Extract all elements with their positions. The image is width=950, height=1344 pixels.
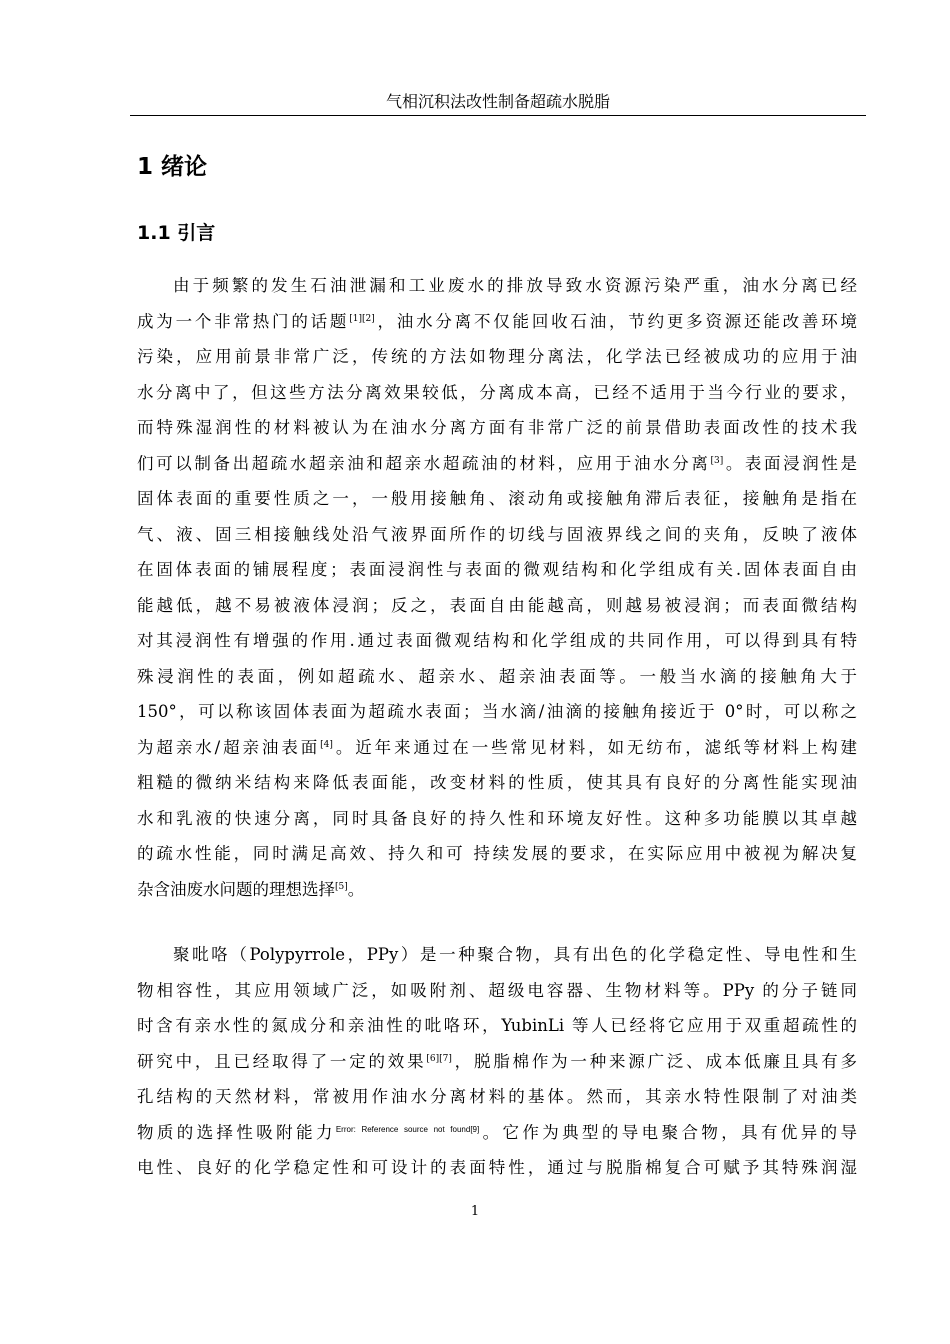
text-line — [137, 694, 857, 730]
text-segment: 。它作为典型的导电聚合物，具有优异的导 — [479, 1122, 858, 1142]
text-segment: 。表面浸润性是 — [723, 453, 858, 473]
text-segment: ，油水分离不仅能回收石油，节约更多资源还能改善环境 — [374, 311, 858, 331]
text-line — [137, 765, 857, 801]
text-line — [137, 836, 857, 872]
text-segment: 。近年来通过在一些常见材料，如无纺布，滤纸等材料上构建 — [332, 737, 858, 757]
page-number: 1 — [470, 1204, 480, 1219]
text-segment: 物相容性，其应用领域广泛，如吸附剂、超级电容器、生物材料等。PPy 的分子链同 — [137, 980, 857, 1000]
text-segment: 水和乳液的快速分离，同时具备良好的持久性和环境友好性。这种多功能膜以其卓越 — [137, 808, 857, 828]
text-line — [137, 339, 857, 375]
text-segment: 固体表面的重要性质之一，一般用接触角、滚动角或接触角滞后表征，接触角是指在 — [137, 489, 857, 508]
text-line — [137, 973, 857, 1009]
text-line — [137, 268, 857, 304]
citation-superscript: [4] — [320, 739, 333, 750]
text-segment: 物质的选择性吸附能力 — [137, 1122, 336, 1142]
text-segment: 孔结构的天然材料，常被用作油水分离材料的基体。然而，其亲水特性限制了对油类 — [137, 1087, 857, 1106]
text-segment: 对其浸润性有增强的作用.通过表面微观结构和化学组成的共同作用，可以得到具有特 — [137, 631, 857, 650]
text-segment: 水分离中了，但这些方法分离效果较低，分离成本高，已经不适用于当今行业的要求， — [137, 382, 857, 402]
text-line — [137, 588, 857, 624]
text-line — [137, 481, 857, 517]
text-line — [137, 937, 857, 973]
citation-superscript: [3] — [710, 455, 724, 466]
text-line — [137, 1044, 857, 1080]
text-line — [137, 375, 857, 411]
text-segment: 的疏水性能，同时满足高效、持久和可 持续发展的要求，在实际应用中被视为解决复 — [137, 844, 857, 863]
text-line — [137, 446, 857, 482]
text-segment: 粗糙的微纳米结构来降低表面能，改变材料的性质，使其具有良好的分离性能实现油 — [137, 773, 857, 792]
text-segment: 气、液、固三相接触线处沿气液界面所作的切线与固液界线之间的夹角，反映了液体 — [137, 524, 857, 544]
text-line — [137, 623, 857, 659]
text-segment: 。 — [347, 879, 365, 899]
text-line — [137, 1079, 857, 1115]
text-segment: 们可以制备出超疏水超亲油和超亲水超疏油的材料，应用于油水分离 — [137, 453, 711, 473]
citation-superscript: [5] — [335, 881, 348, 892]
text-line — [137, 552, 857, 588]
text-line — [137, 730, 857, 766]
text-segment: 时含有亲水性的氮成分和亲油性的吡咯环，YubinLi 等人已经将它应用于双重超疏性的 — [137, 1016, 857, 1035]
text-segment: 由于频繁的发生石油泄漏和工业废水的排放导致水资源污染严重，油水分离已经 — [173, 276, 857, 295]
chapter-heading: 1 绪论 — [137, 154, 208, 180]
text-segment: 殊浸润性的表面，例如超疏水、超亲水、超亲油表面等。一般当水滴的接触角大于 — [137, 666, 857, 686]
text-segment: 污染，应用前景非常广泛，传统的方法如物理分离法，化学法已经被成功的应用于油 — [137, 347, 857, 366]
text-line — [137, 1150, 857, 1186]
text-segment: 研究中，且已经取得了一定的效果 — [137, 1051, 427, 1071]
text-segment: 而特殊湿润性的材料被认为在油水分离方面有非常广泛的前景借助表面改性的技术我 — [137, 418, 857, 437]
text-line — [137, 304, 857, 340]
text-line — [137, 659, 857, 695]
text-segment: 聚吡咯（Polypyrrole，PPy）是一种聚合物，具有出色的化学稳定性、导电性和生 — [173, 945, 857, 964]
text-segment: 为超亲水/超亲油表面 — [137, 737, 321, 757]
section-heading: 1.1 引言 — [137, 222, 216, 244]
paragraph-polypyrrole — [137, 937, 857, 1186]
text-line — [137, 410, 857, 446]
text-segment: 在固体表面的铺展程度；表面浸润性与表面的微观结构和化学组成有关.固体表面自由 — [137, 560, 857, 579]
text-segment: ，脱脂棉作为一种来源广泛、成本低廉且具有多 — [451, 1051, 858, 1071]
citation-superscript: [1][2] — [349, 313, 375, 324]
text-segment: 能越低，越不易被液体浸润；反之，表面自由能越高，则越易被浸润；而表面微结构 — [137, 595, 857, 615]
text-line — [137, 517, 857, 553]
text-line — [137, 1008, 857, 1044]
header-rule — [130, 115, 866, 116]
citation-superscript: Error: Reference source not found[9] — [335, 1124, 480, 1134]
text-line — [137, 1115, 857, 1151]
running-header: 气相沉积法改性制备超疏水脱脂 — [385, 92, 610, 111]
citation-superscript: [6][7] — [426, 1053, 452, 1064]
text-segment: 150°，可以称该固体表面为超疏水表面；当水滴/油滴的接触角接近于 0°时，可以称之 — [137, 702, 857, 721]
text-line — [137, 872, 857, 908]
text-segment: 杂含油废水问题的理想选择 — [137, 879, 335, 899]
text-line — [137, 801, 857, 837]
text-segment: 电性、良好的化学稳定性和可设计的表面特性，通过与脱脂棉复合可赋予其特殊润湿 — [137, 1158, 857, 1177]
text-segment: 成为一个非常热门的话题 — [137, 311, 350, 331]
paragraph-introduction — [137, 268, 857, 907]
